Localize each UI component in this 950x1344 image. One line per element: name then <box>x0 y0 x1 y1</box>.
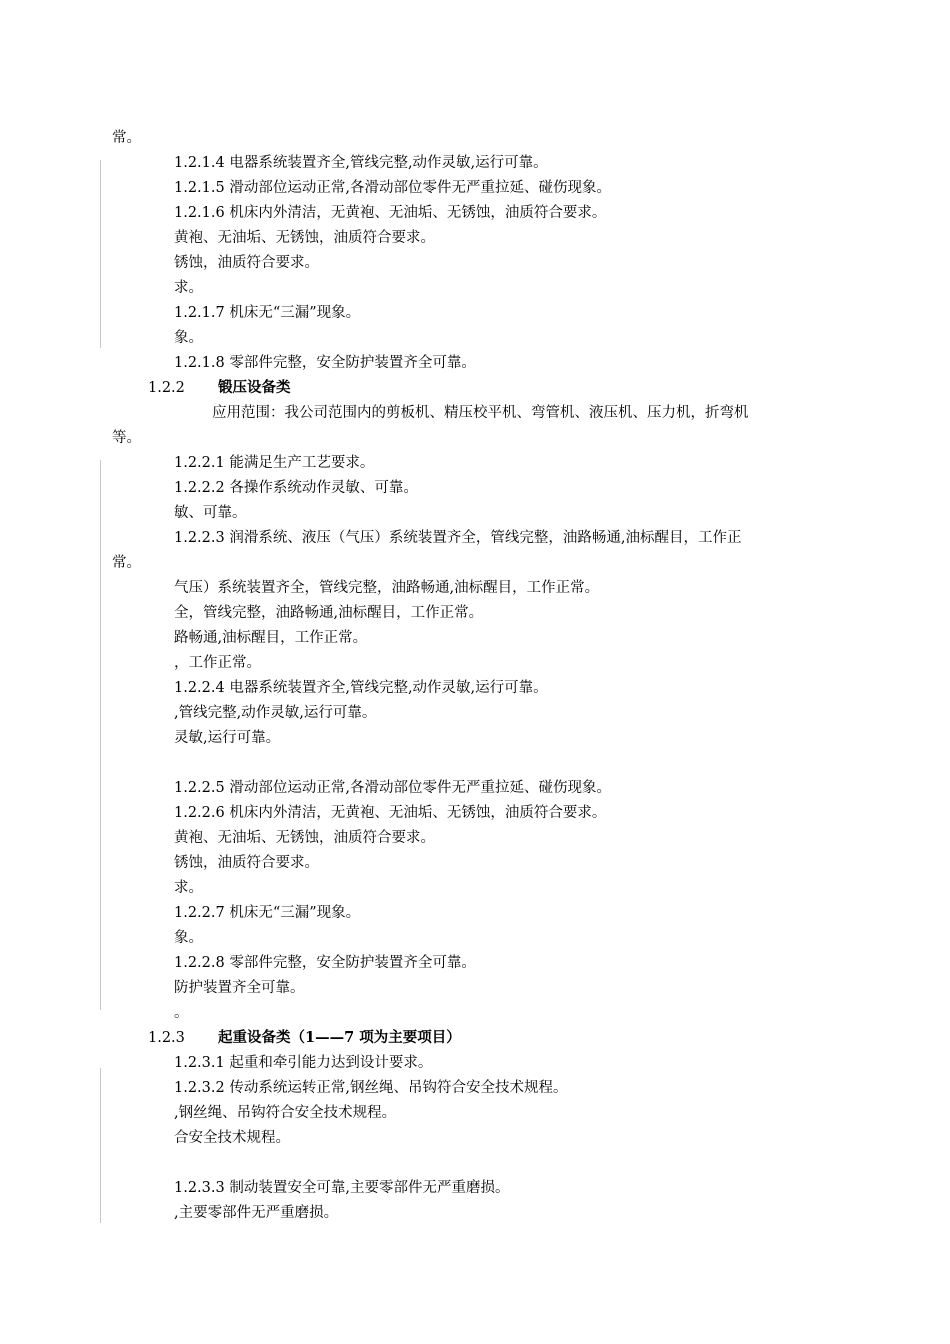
text-line: 锈蚀，油质符合要求。 <box>174 855 319 871</box>
text-line: 路畅通,油标醒目，工作正常。 <box>174 630 368 646</box>
margin-rule <box>100 160 101 348</box>
section-number: 1.2.2 <box>148 380 185 396</box>
text-line: 求。 <box>174 880 203 896</box>
text-line: 气压）系统装置齐全，管线完整，油路畅通,油标醒目，工作正常。 <box>174 580 600 596</box>
text-line: 1.2.2.6 机床内外清洁，无黄袍、无油垢、无锈蚀，油质符合要求。 <box>174 805 607 821</box>
text-line: 象。 <box>174 930 203 946</box>
text-line: 1.2.1.4 电器系统装置齐全,管线完整,动作灵敏,运行可靠。 <box>174 155 548 171</box>
text-line: 防护装置齐全可靠。 <box>174 980 305 996</box>
margin-rule <box>100 1068 101 1223</box>
text-line: 1.2.1.7 机床无“三漏”现象。 <box>174 305 361 321</box>
text-line: 黄袍、无油垢、无锈蚀，油质符合要求。 <box>174 230 435 246</box>
text-line: ，工作正常。 <box>174 655 261 671</box>
text-line: 1.2.2.8 零部件完整，安全防护装置齐全可靠。 <box>174 955 476 971</box>
text-line: 应用范围：我公司范围内的剪板机、精压校平机、弯管机、液压机、压力机，折弯机 <box>212 405 749 421</box>
text-line: 锈蚀，油质符合要求。 <box>174 255 319 271</box>
text-line: 求。 <box>174 280 203 296</box>
text-line: 常。 <box>112 130 141 146</box>
text-line: 1.2.3.1 起重和牵引能力达到设计要求。 <box>174 1055 433 1071</box>
text-line: 黄袍、无油垢、无锈蚀，油质符合要求。 <box>174 830 435 846</box>
margin-rule <box>100 460 101 1010</box>
text-line: 1.2.2.7 机床无“三漏”现象。 <box>174 905 361 921</box>
section-heading: 锻压设备类 <box>218 379 291 396</box>
text-line: 。 <box>174 1005 189 1021</box>
text-line: 1.2.1.8 零部件完整，安全防护装置齐全可靠。 <box>174 355 476 371</box>
text-line: 1.2.2.5 滑动部位运动正常,各滑动部位零件无严重拉延、碰伤现象。 <box>174 780 611 796</box>
text-line: 合安全技术规程。 <box>174 1130 290 1146</box>
text-line: 等。 <box>112 430 141 446</box>
text-line: 1.2.1.6 机床内外清洁，无黄袍、无油垢、无锈蚀，油质符合要求。 <box>174 205 607 221</box>
text-line: 1.2.3.3 制动装置安全可靠,主要零部件无严重磨损。 <box>174 1180 510 1196</box>
text-line: ,主要零部件无严重磨损。 <box>174 1205 339 1221</box>
text-line: 1.2.2.3 润滑系统、液压（气压）系统装置齐全，管线完整，油路畅通,油标醒目，工作正 <box>174 530 742 546</box>
text-line: ,钢丝绳、吊钩符合安全技术规程。 <box>174 1105 397 1121</box>
text-line: 灵敏,运行可靠。 <box>174 730 281 746</box>
text-line: 全，管线完整，油路畅通,油标醒目，工作正常。 <box>174 605 484 621</box>
text-line: 1.2.2.2 各操作系统动作灵敏、可靠。 <box>174 480 418 496</box>
text-line: 1.2.2.4 电器系统装置齐全,管线完整,动作灵敏,运行可靠。 <box>174 680 548 696</box>
text-line: ,管线完整,动作灵敏,运行可靠。 <box>174 705 377 721</box>
text-line: 敏、可靠。 <box>174 505 247 521</box>
text-line: 常。 <box>112 555 141 571</box>
section-number: 1.2.3 <box>148 1030 185 1046</box>
text-line: 1.2.3.2 传动系统运转正常,钢丝绳、吊钩符合安全技术规程。 <box>174 1080 568 1096</box>
section-heading: 起重设备类（1——7 项为主要项目） <box>218 1029 461 1046</box>
text-line: 1.2.2.1 能满足生产工艺要求。 <box>174 455 375 471</box>
text-line: 1.2.1.5 滑动部位运动正常,各滑动部位零件无严重拉延、碰伤现象。 <box>174 180 611 196</box>
text-line: 象。 <box>174 330 203 346</box>
